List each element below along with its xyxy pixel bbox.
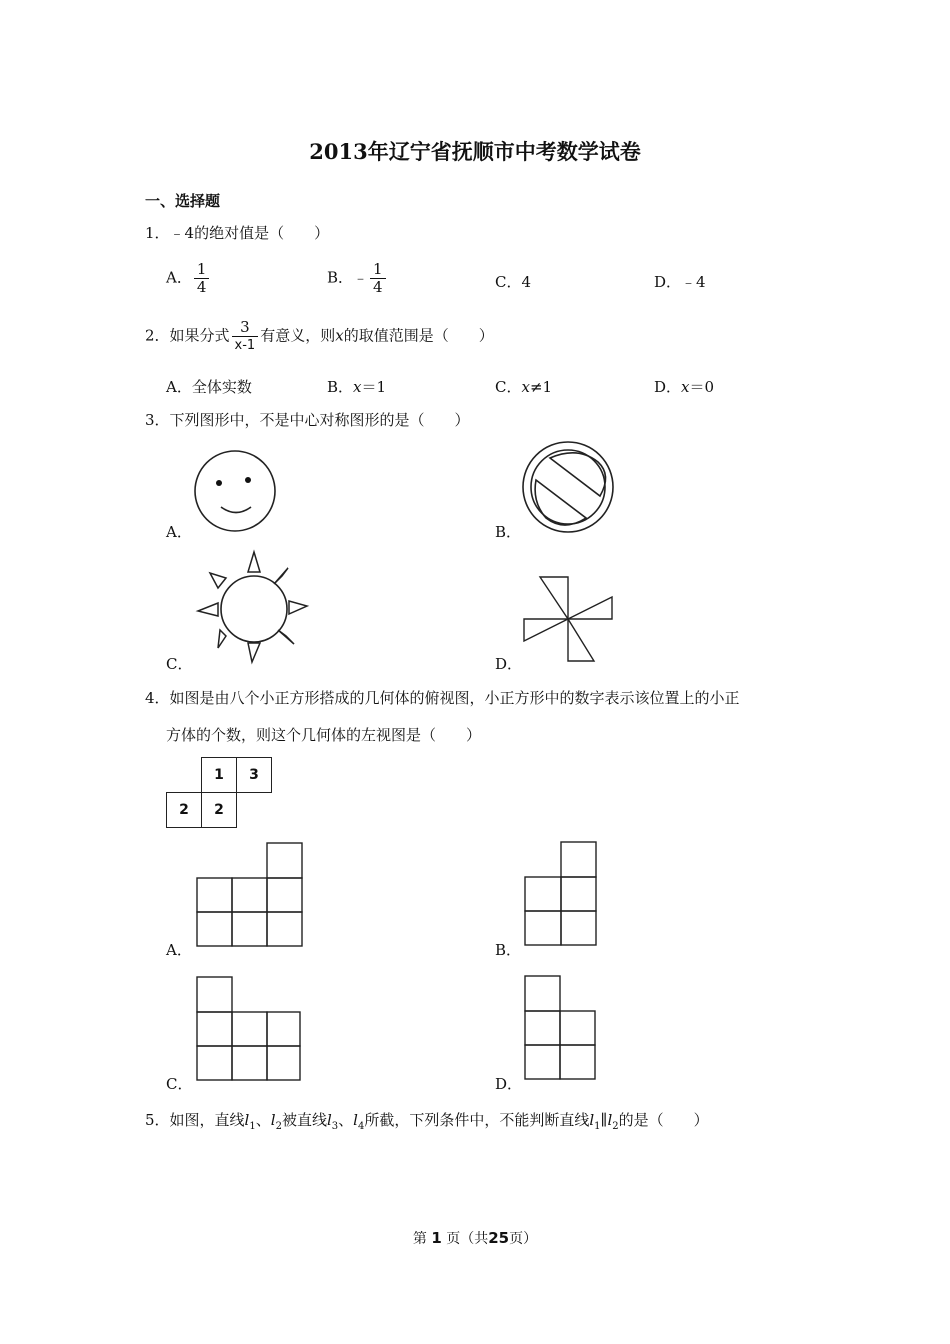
sun-figure <box>190 548 314 666</box>
page-number: 1 <box>431 1229 442 1247</box>
q5-mid2: 所截，下列条件中，不能判断直线 <box>364 1111 590 1129</box>
q1-option-d: D．﹣4 <box>654 273 706 291</box>
option-rest: ＝1 <box>361 378 387 396</box>
subscript: 2 <box>612 1121 619 1132</box>
question-4-stem-line1: 4．如图是由八个小正方形搭成的几何体的俯视图，小正方形中的数字表示该位置上的小正 <box>145 689 740 707</box>
q2-option-d <box>654 376 714 397</box>
frac-denominator: 4 <box>194 278 210 296</box>
question-2-stem <box>145 319 494 354</box>
line-symbol: l <box>607 1111 613 1129</box>
question-1-stem: 1．﹣4的绝对值是（ ） <box>145 224 330 242</box>
option-label: D． <box>654 378 682 396</box>
q1-option-c: C．4 <box>495 273 532 291</box>
left-view-option-b <box>524 841 598 947</box>
left-view-option-a <box>196 842 304 948</box>
top-view-cell <box>201 757 237 793</box>
q1-option-b-fraction <box>370 261 386 296</box>
q2-option-c <box>495 376 552 397</box>
top-view-cell <box>236 757 272 793</box>
parallel-symbol: ∥ <box>600 1111 608 1129</box>
q4-option-b: B． <box>495 941 522 959</box>
q4-option-d: D． <box>495 1075 523 1093</box>
option-rest: ＝0 <box>689 378 715 396</box>
smiley-face-figure <box>190 448 282 536</box>
frac-denominator: x-1 <box>232 336 259 354</box>
top-view-cell <box>201 792 237 828</box>
footer-mid: 页（共 <box>446 1231 489 1247</box>
page-footer <box>0 1228 950 1248</box>
subscript: 1 <box>594 1121 601 1132</box>
subscript: 4 <box>357 1121 365 1132</box>
line-symbol: l <box>244 1111 250 1129</box>
frac-numerator: 1 <box>373 260 383 278</box>
q2-option-a: A．全体实数 <box>166 378 252 396</box>
top-view-count: 3 <box>249 767 259 783</box>
option-label: C． <box>495 378 522 396</box>
question-4-stem-line2: 方体的个数，则这个几何体的左视图是（ ） <box>166 726 482 744</box>
top-view-count: 2 <box>179 802 189 818</box>
q1-option-b-sign: ﹣ <box>353 268 369 287</box>
q2-variable: x <box>335 326 344 345</box>
left-view-option-c <box>196 976 304 1082</box>
q3-option-b: B． <box>495 523 522 541</box>
option-variable: x <box>353 378 362 396</box>
top-view-cell <box>166 792 202 828</box>
option-variable: x <box>681 378 690 396</box>
q3-option-d: D． <box>495 655 523 673</box>
total-pages: 25 <box>488 1229 510 1247</box>
question-5-stem <box>145 1110 709 1137</box>
question-3-stem: 3．下列图形中，不是中心对称图形的是（ ） <box>145 411 470 429</box>
q4-option-c: C． <box>166 1075 193 1093</box>
line-symbol: l <box>589 1111 595 1129</box>
q2-suffix: 的取值范围是（ ） <box>343 326 494 345</box>
top-view-count: 2 <box>214 802 224 818</box>
separator: 、 <box>255 1111 271 1129</box>
q2-fraction <box>232 319 259 354</box>
q3-option-c: C． <box>166 655 193 673</box>
q1-option-a <box>166 261 211 296</box>
q5-mid: 被直线 <box>281 1111 327 1129</box>
footer-prefix: 第 <box>412 1231 427 1247</box>
option-variable: x <box>521 378 530 396</box>
q1-option-a-label: A． <box>166 268 192 287</box>
q2-option-b <box>327 376 386 397</box>
q1-option-a-fraction <box>194 261 210 296</box>
q3-option-a: A． <box>166 523 192 541</box>
frac-denominator: 4 <box>370 278 386 296</box>
q1-option-b <box>327 261 388 296</box>
line-symbol: l <box>270 1111 276 1129</box>
prohibition-sign-figure <box>520 440 620 536</box>
left-view-option-d <box>524 975 598 1081</box>
subscript: 2 <box>275 1121 282 1132</box>
frac-numerator: 1 <box>196 260 207 278</box>
line-symbol: l <box>353 1111 358 1129</box>
frac-numerator: 3 <box>240 318 250 336</box>
subscript: 3 <box>331 1121 339 1132</box>
subscript: 1 <box>249 1121 256 1132</box>
q2-prefix: 2．如果分式 <box>145 326 230 345</box>
separator: 、 <box>338 1111 354 1129</box>
option-rest: ≠1 <box>529 378 553 396</box>
top-view-count: 1 <box>214 767 224 783</box>
line-symbol: l <box>326 1111 332 1129</box>
section-heading: 一、选择题 <box>145 192 221 210</box>
footer-suffix: 页） <box>509 1231 538 1247</box>
q2-mid: 有意义，则 <box>260 326 336 345</box>
pinwheel-figure <box>520 575 616 667</box>
option-label: B． <box>327 378 354 396</box>
q5-suffix: 的是（ ） <box>618 1111 709 1129</box>
q1-option-b-label: B． <box>327 268 354 287</box>
q4-option-a: A． <box>166 941 192 959</box>
page-title: 2013年辽宁省抚顺市中考数学试卷 <box>309 139 641 164</box>
q5-prefix: 5．如图，直线 <box>145 1111 245 1129</box>
